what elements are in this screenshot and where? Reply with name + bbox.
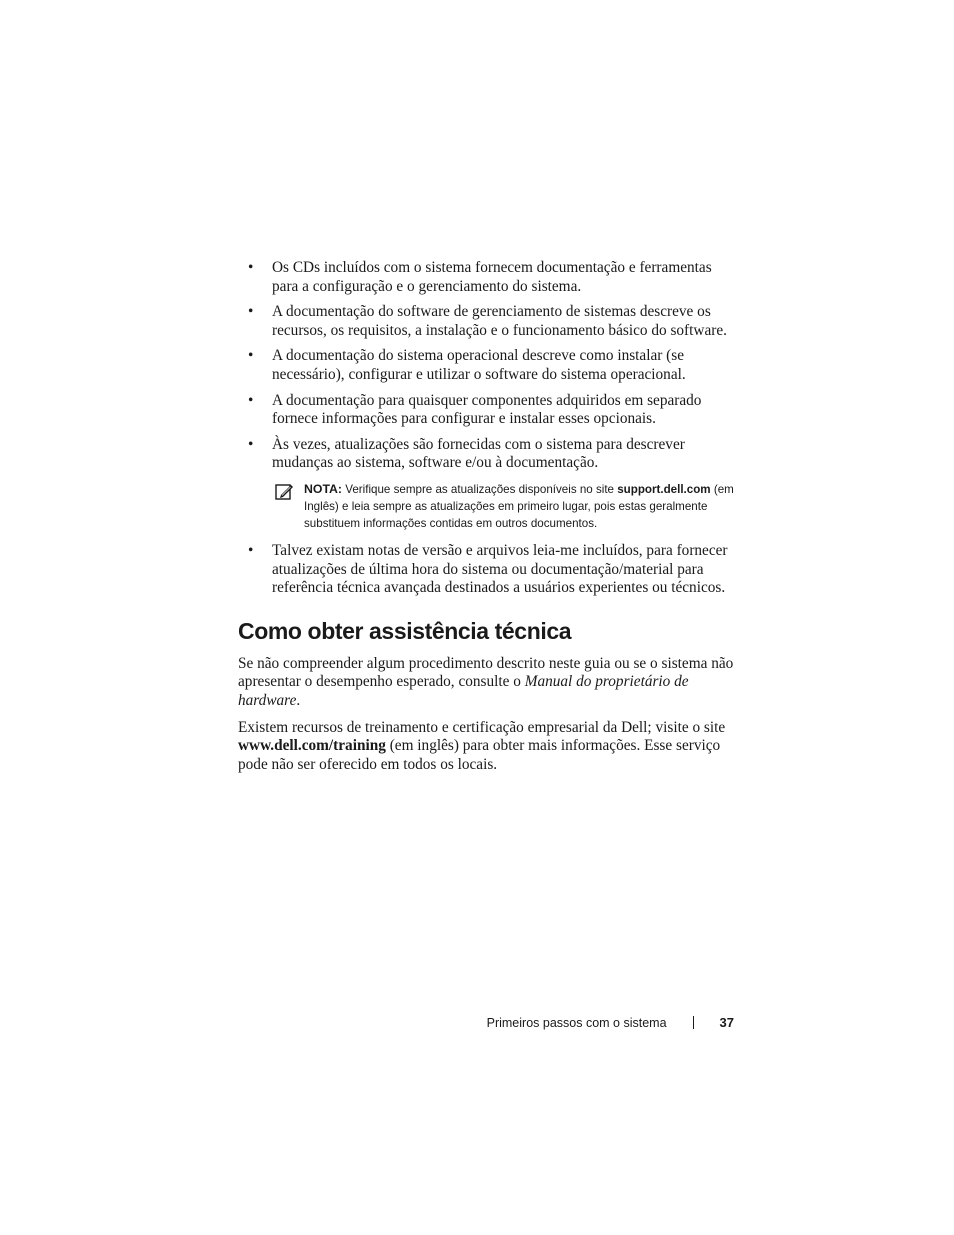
paragraph (238, 655, 738, 711)
list-item (238, 259, 738, 296)
list-item (238, 392, 738, 429)
page-content (238, 259, 738, 782)
paragraph-text: . (296, 691, 301, 709)
bullet-marker: • (248, 435, 254, 453)
paragraph-text: Se não compreender algum procedimento descrito neste guia ou se o sistema não apresentar o desempenho esperado, consulte o (238, 654, 734, 691)
footer-divider (693, 1016, 694, 1029)
page-footer (487, 1015, 734, 1030)
note-text: (em Inglês) e leia sempre as atualizações em primeiro lugar, pois estas geralmente substituem informações contidas em outros documentos. (304, 482, 734, 530)
paragraph-text: Existem recursos de treinamento e certificação empresarial da Dell; visite o site (238, 718, 726, 736)
list-item (238, 347, 738, 384)
paragraph (238, 719, 738, 775)
paragraph-text: (em inglês) para obter mais informações. Esse serviço pode não ser oferecido em todos os locais. (238, 737, 721, 773)
support-site-link[interactable]: support.dell.com (617, 482, 711, 496)
list-item-text: Talvez existam notas de versão e arquivos leia-me incluídos, para fornecer atualizações de última hora do sistema ou documentação/material para referência técnica avançada destinados a usuários experientes ou técnicos. (272, 541, 728, 597)
training-site-link[interactable]: www.dell.com/training (238, 737, 386, 755)
note-text: Verifique sempre as atualizações disponíveis no site (342, 482, 618, 496)
page-number: 37 (719, 1015, 734, 1030)
note-label: NOTA: (304, 481, 343, 496)
bullet-marker: • (248, 303, 254, 321)
bullet-marker: • (248, 347, 254, 365)
list-item-text: A documentação do software de gerenciamento de sistemas descreve os recursos, os requisitos, a instalação e o funcionamento básico do software. (272, 303, 727, 339)
list-item (238, 542, 738, 598)
section-heading: Como obter assistência técnica (238, 617, 572, 644)
list-item-text: A documentação para quaisquer componentes adquiridos em separado fornece informações para configurar e instalar esses opcionais. (272, 391, 702, 428)
footer-chapter-title: Primeiros passos com o sistema (486, 1015, 667, 1030)
list-item (238, 436, 738, 473)
list-item (238, 303, 738, 340)
note-box (272, 481, 738, 532)
bullet-marker: • (248, 391, 254, 409)
bullet-marker: • (248, 541, 254, 559)
bullet-marker: • (248, 259, 254, 276)
bullet-list (238, 542, 738, 598)
bullet-list (238, 259, 738, 473)
manual-title: Manual do proprietário de hardware (238, 673, 689, 709)
pencil-note-icon (275, 483, 294, 500)
list-item-text: Os CDs incluídos com o sistema fornecem documentação e ferramentas para a configuração e o gerenciamento do sistema. (272, 259, 712, 295)
list-item-text: A documentação do sistema operacional descreve como instalar (se necessário), configurar e utilizar o software do sistema operacional. (272, 347, 686, 383)
list-item-text: Às vezes, atualizações são fornecidas com o sistema para descrever mudanças ao sistema, software e/ou à documentação. (272, 435, 685, 472)
